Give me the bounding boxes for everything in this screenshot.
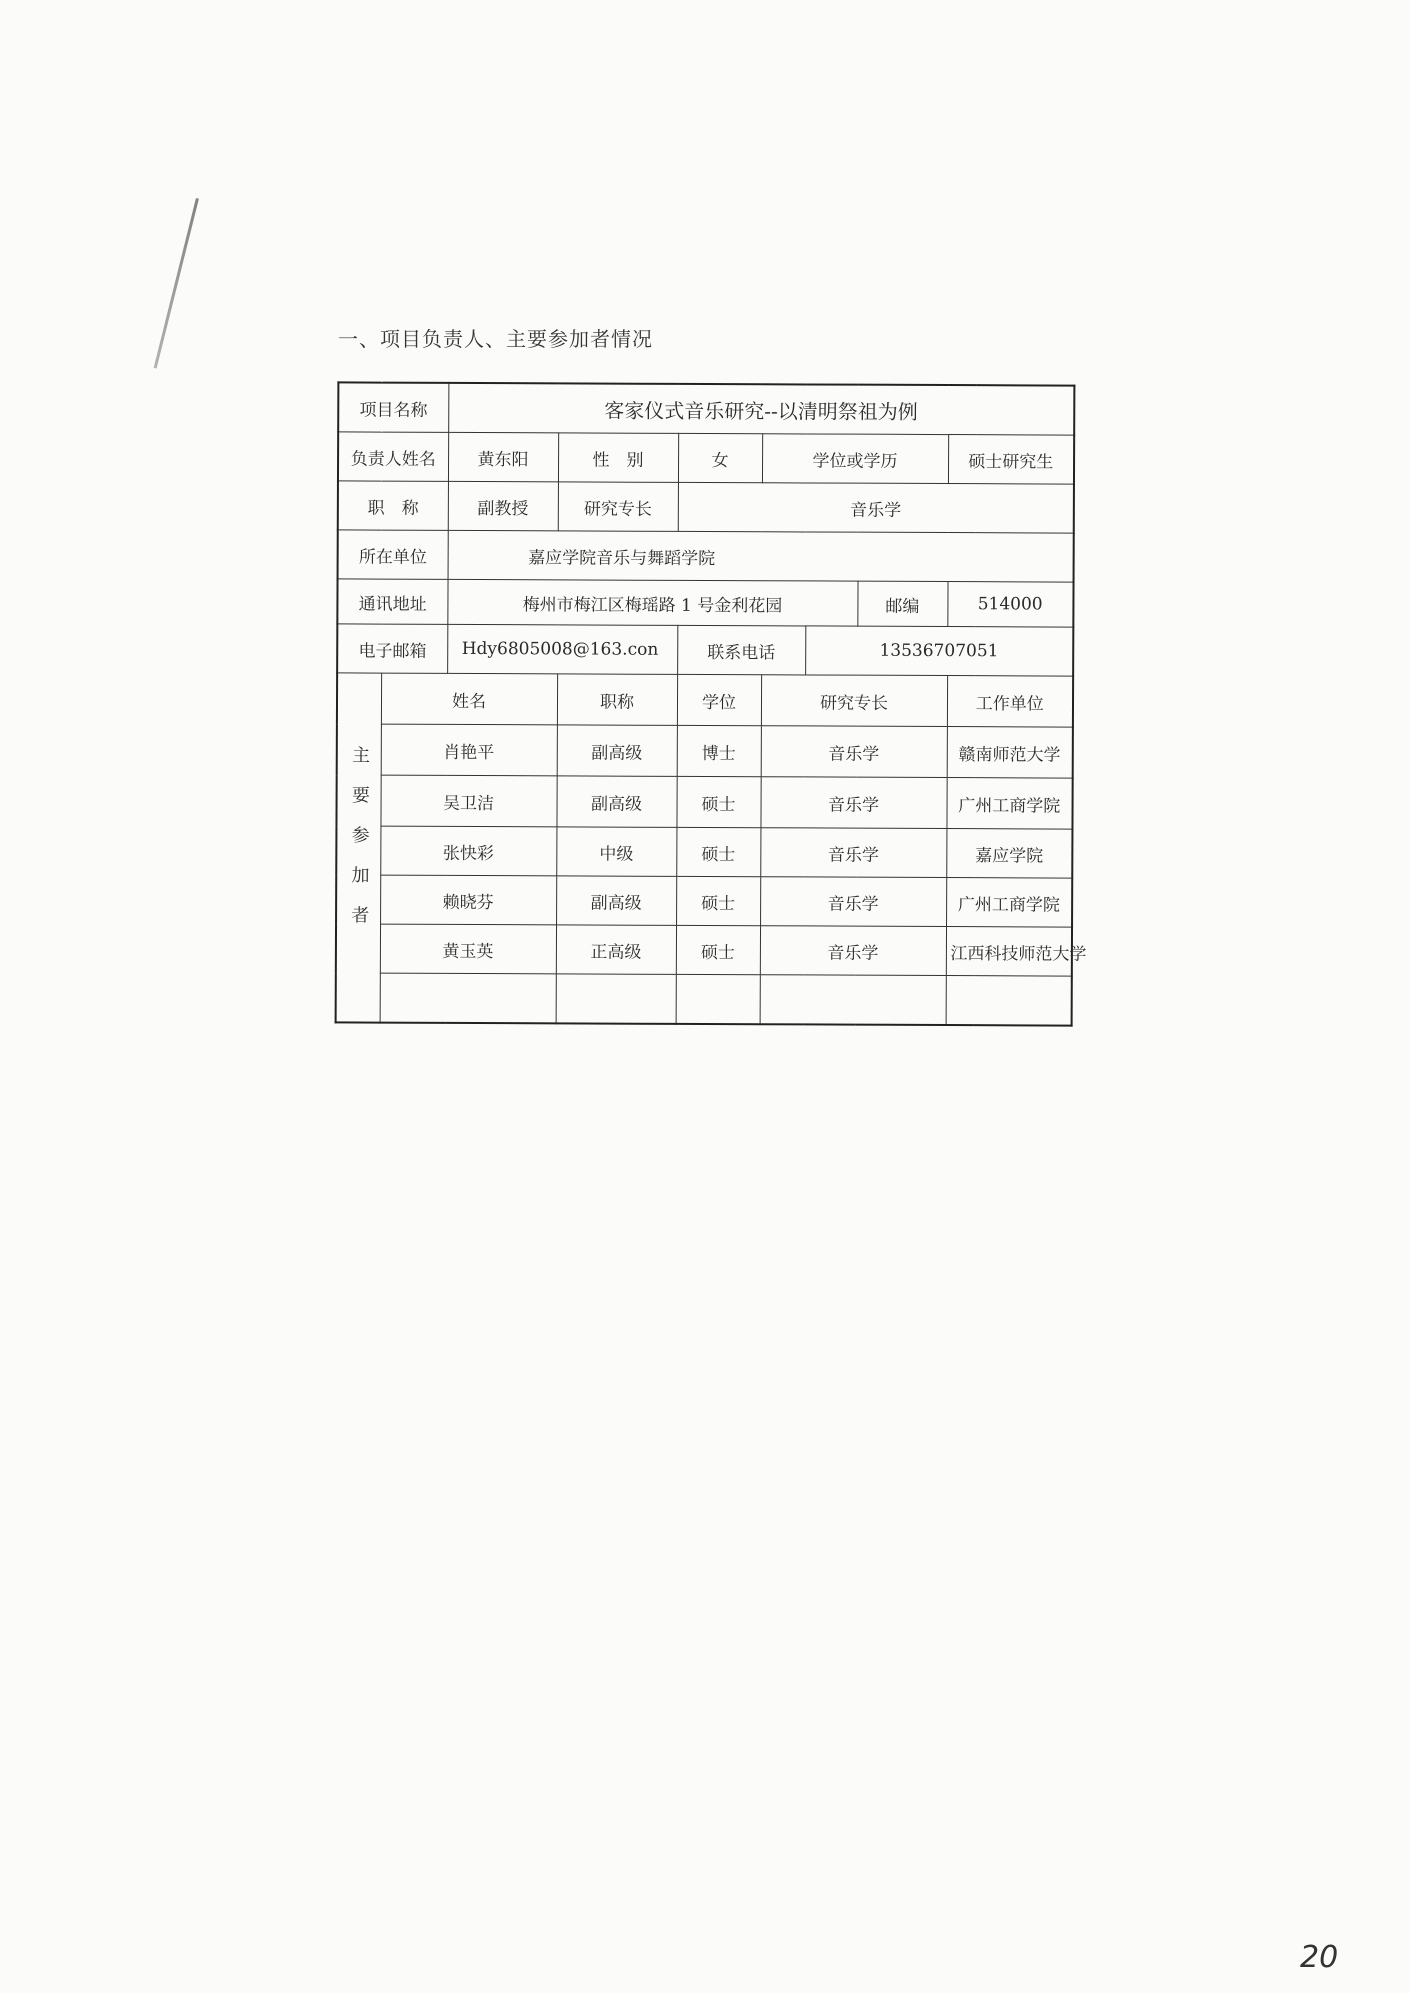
participant-unit: 广州工商学院 [946,878,1072,928]
table-row [336,875,1072,927]
participant-specialty: 音乐学 [760,926,946,976]
participant-name: 黄玉英 [380,924,556,974]
empty-cell [380,973,556,1023]
leader-name-label: 负责人姓名 [338,432,448,481]
participant-title: 正高级 [556,925,676,975]
postcode-label: 邮编 [857,581,947,626]
project-name-label: 项目名称 [338,382,448,432]
participant-title: 中级 [556,827,676,877]
specialty-label: 研究专长 [558,482,678,532]
participant-title: 副高级 [556,876,676,926]
participant-name: 肖艳平 [381,724,557,776]
title-value: 副教授 [448,481,558,530]
participant-degree: 硕士 [676,876,760,925]
leader-name-row [338,432,1074,484]
unit-value: 嘉应学院音乐与舞蹈学院 [448,530,1074,582]
participant-unit: 广州工商学院 [946,778,1072,830]
table-row [337,724,1073,778]
project-info-table [335,381,1087,1026]
project-name-value: 客家仪式音乐研究--以清明祭祖为例 [448,383,1074,435]
participant-name: 张快彩 [380,826,556,876]
leader-name-value: 黄东阳 [448,432,558,481]
header-degree: 学位 [677,674,761,725]
participants-header-row [337,673,1073,727]
table-row [336,826,1072,878]
email-label: 电子邮箱 [337,624,447,673]
page-number: 20 [1300,1940,1339,1975]
participant-degree: 硕士 [676,827,760,876]
participant-specialty: 音乐学 [760,828,946,878]
participant-unit: 赣南师范大学 [947,727,1073,779]
scan-edge-mark [154,198,199,369]
participant-specialty: 音乐学 [761,726,947,778]
participant-name: 吴卫洁 [380,775,556,827]
header-unit: 工作单位 [947,676,1073,728]
participant-unit: 江西科技师范大学 [946,927,1072,977]
empty-cell [556,974,676,1024]
address-row [337,579,1073,627]
address-label: 通讯地址 [337,579,447,624]
phone-label: 联系电话 [677,625,805,675]
title-label: 职 称 [338,481,448,530]
empty-cell [760,975,946,1025]
gender-label: 性 别 [558,433,678,483]
empty-cell [676,974,760,1024]
empty-cell [946,976,1072,1026]
table-row [336,924,1072,976]
header-title: 职称 [557,674,677,726]
table-row [336,775,1072,829]
unit-row [338,530,1074,582]
address-value: 梅州市梅江区梅瑶路 1 号金利花园 [447,579,857,626]
participant-name: 赖晓芬 [380,875,556,925]
postcode-value: 514000 [947,582,1073,628]
gender-value: 女 [678,433,762,482]
degree-label: 学位或学历 [762,434,948,484]
participant-title: 副高级 [556,776,676,828]
empty-table-row [336,973,1072,1026]
participant-title: 副高级 [557,725,677,777]
degree-value: 硕士研究生 [948,435,1074,485]
section-heading: 一、项目负责人、主要参加者情况 [338,327,653,351]
participant-degree: 博士 [677,725,761,776]
header-name: 姓名 [381,673,557,725]
specialty-value: 音乐学 [678,482,1074,533]
project-name-row [338,382,1074,435]
participant-unit: 嘉应学院 [946,829,1072,879]
leader-title-row [338,481,1074,533]
participant-specialty: 音乐学 [760,777,946,829]
participant-specialty: 音乐学 [760,877,946,927]
participant-degree: 硕士 [676,776,760,827]
unit-label: 所在单位 [338,530,448,579]
header-specialty: 研究专长 [761,675,947,727]
participants-section-label: 主要参加者 [336,673,382,1023]
phone-value: 13536707051 [805,626,1073,676]
participant-degree: 硕士 [676,925,760,974]
contact-row [337,624,1073,676]
email-value: Hdy6805008@163.con [447,624,677,674]
